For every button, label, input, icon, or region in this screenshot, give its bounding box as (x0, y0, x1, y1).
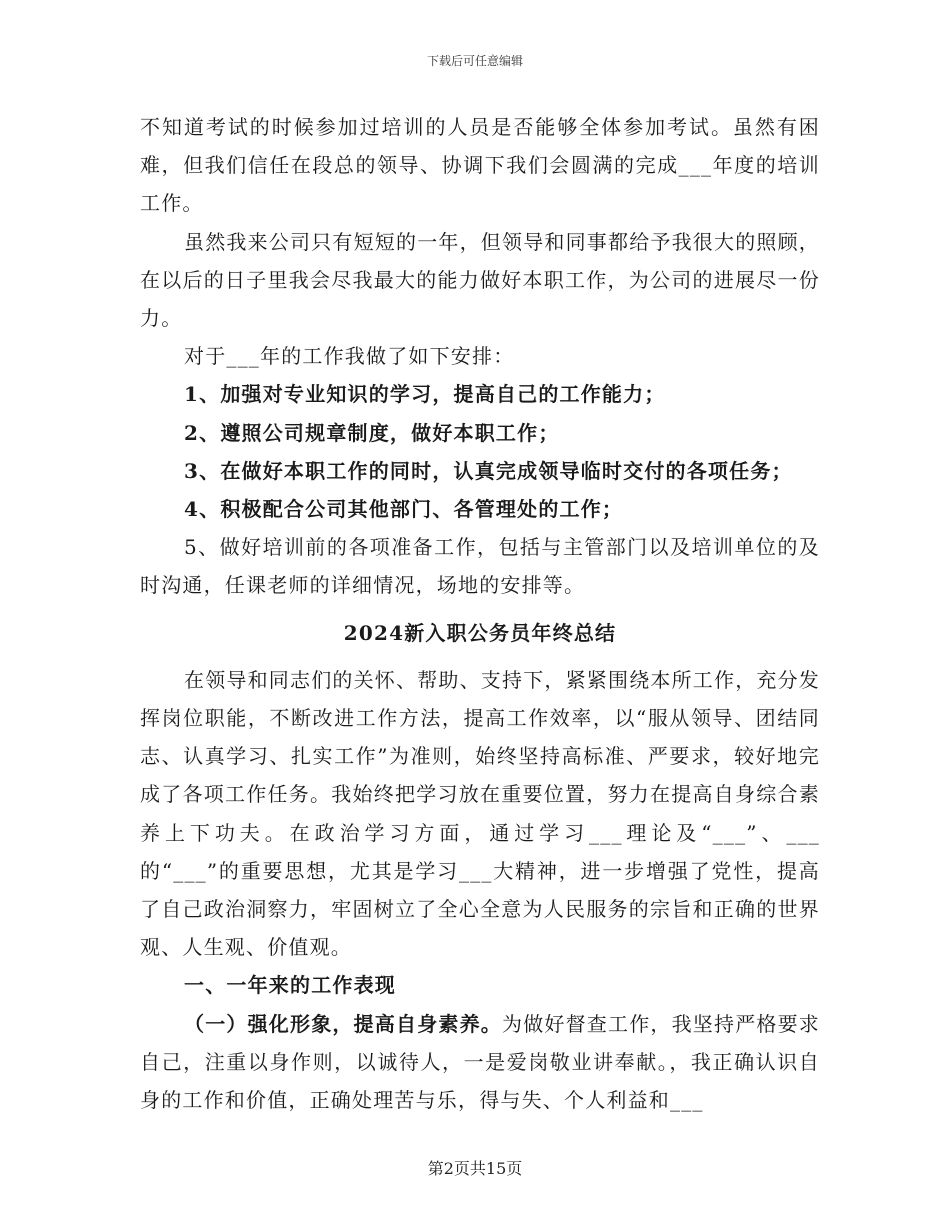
section-title: 2024新入职公务员年终总结 (343, 620, 617, 645)
plan-item-3: 3、在做好本职工作的同时，认真完成领导临时交付的各项任务； (184, 458, 793, 483)
document-body (140, 108, 820, 1119)
paragraph-image-body: 为做好督查工作，我坚持严格要求自己，注重以身作则，以诚待人，一是爱岗敬业讲奉献。，我正确认识自身的工作和价值，正确处理苦与乐，得与失、个人利益和___ (140, 1011, 820, 1113)
plan-item-1: 1、加强对专业知识的学习，提高自己的工作能力； (184, 382, 666, 407)
plan-item-4: 4、积极配合公司其他部门、各管理处的工作； (184, 497, 624, 522)
paragraph-3: 对于___年的工作我做了如下安排： (184, 344, 515, 369)
plan-item-2: 2、遵照公司规章制度，做好本职工作； (184, 420, 560, 445)
paragraph-summary: 在领导和同志们的关怀、帮助、支持下，紧紧围绕本所工作，充分发挥岗位职能，不断改进工作方法，提高工作效率，以“服从领导、团结同志、认真学习、扎实工作”为准则，始终坚持高标准、严要求，较好地完成了各项工作任务。我始终把学习放在重要位置，努力在提高自身综合素养上下功夫。在政治学习方面，通过学习___理论及“___”、___的“___”的重要思想，尤其是学习___大精神，进一步增强了党性，提高了自己政治洞察力，牢固树立了全心全意为人民服务的宗旨和正确的世界观、人生观、价值观。 (140, 667, 820, 960)
paragraph-image (140, 1005, 820, 1120)
heading-work-performance: 一、一年来的工作表现 (184, 973, 396, 998)
page-header: 下载后可任意编辑 (426, 54, 523, 68)
subheading-image: （一）强化形象，提高自身素养。 (184, 1011, 502, 1036)
plan-item-5: 5、做好培训前的各项准备工作，包括与主管部门以及培训单位的及时沟通，任课老师的详细情况，场地的安排等。 (140, 535, 820, 598)
paragraph-2: 虽然我来公司只有短短的一年，但领导和同事都给予我很大的照顾，在以后的日子里我会尽我最大的能力做好本职工作，为公司的进展尽一份力。 (140, 229, 820, 331)
paragraph-1: 不知道考试的时候参加过培训的人员是否能够全体参加考试。虽然有困难，但我们信任在段总的领导、协调下我们会圆满的完成___年度的培训工作。 (140, 115, 820, 216)
page-footer: 第2页共15页 (427, 1159, 523, 1178)
